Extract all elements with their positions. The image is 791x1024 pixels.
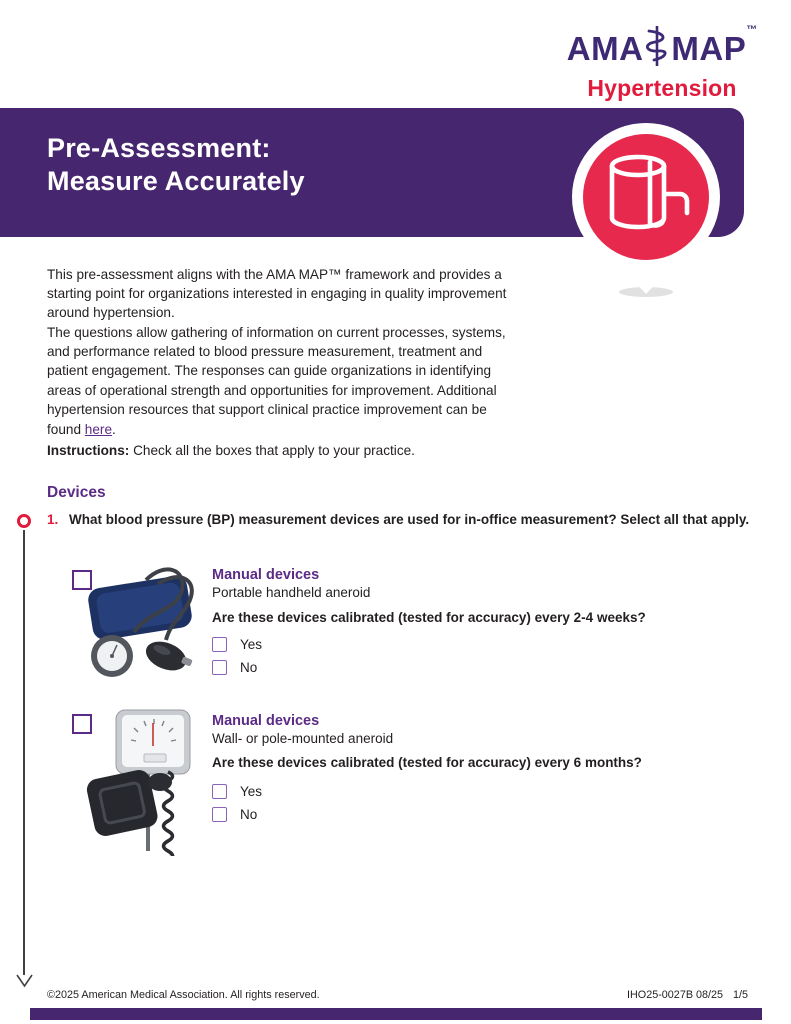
timeline-start-marker [17, 514, 31, 528]
instructions-text: Check all the boxes that apply to your practice. [129, 442, 415, 458]
wall-aneroid-image [86, 706, 204, 861]
caduceus-icon [645, 24, 669, 72]
device-2-yes-checkbox[interactable] [212, 784, 227, 799]
bp-cuff-pin-icon [570, 116, 722, 298]
device-2-calibration-question: Are these devices calibrated (tested for accuracy) every 6 months? [212, 755, 642, 770]
device-1-subtitle: Portable handheld aneroid [212, 585, 371, 600]
device-2-option-no [212, 806, 732, 822]
logo-subtitle: Hypertension [587, 75, 737, 101]
question-1-text: What blood pressure (BP) measurement devices are used for in-office measurement? Select all that apply. [69, 512, 750, 527]
logo-map-text: MAP [671, 29, 747, 67]
instructions-label: Instructions: [47, 442, 130, 458]
device-1-no-checkbox[interactable] [212, 660, 227, 675]
device-1-yes-checkbox[interactable] [212, 637, 227, 652]
device-1-title: Manual devices [212, 567, 320, 583]
device-1-option-yes [212, 636, 732, 652]
ama-map-logo [563, 24, 761, 102]
down-arrow-icon [16, 974, 33, 993]
device-2-title: Manual devices [212, 713, 320, 729]
logo-trademark: ™ [746, 24, 758, 36]
page-title [47, 132, 305, 198]
device-1-option-no [212, 659, 732, 675]
intro-paragraph-2-text: The questions allow gathering of information on current processes, systems, and performance related to blood pressure measurement, treatment and patient engagement. The responses can guide organizations in identifying areas of operational strength and opportunities for improvement. Additional hypertension resources that support clinical practice improvement can be found [47, 324, 506, 437]
device-2-no-label: No [240, 806, 258, 822]
here-link[interactable]: here [84, 421, 113, 437]
page-title-line2: Measure Accurately [47, 166, 305, 196]
page-number: 1/5 [733, 989, 749, 1001]
device-2-option-yes [212, 783, 732, 799]
device-2-no-checkbox[interactable] [212, 807, 227, 822]
intro-paragraph-2 [47, 323, 507, 439]
device-2-yes-label: Yes [240, 783, 263, 799]
document-id: IHO25-0027B 08/25 [627, 989, 724, 1001]
footer-bar [30, 1008, 762, 1020]
device-1-no-label: No [240, 659, 258, 675]
timeline-line [23, 530, 25, 975]
device-1-yes-label: Yes [240, 636, 263, 652]
device-1-text [212, 566, 732, 675]
copyright-text: ©2025 American Medical Association. All rights reserved. [47, 989, 320, 1001]
device-2-subtitle: Wall- or pole-mounted aneroid [212, 731, 394, 746]
intro-paragraph-1: This pre-assessment aligns with the AMA MAP™ framework and provides a starting point for organizations interested in engaging in quality improvement around hypertension. [47, 266, 507, 321]
device-1-calibration-question: Are these devices calibrated (tested for accuracy) every 2-4 weeks? [212, 610, 646, 625]
question-1-number: 1. [47, 512, 59, 527]
device-2-text [212, 712, 732, 822]
instructions-line [47, 441, 507, 460]
devices-section-heading: Devices [47, 484, 106, 501]
logo-ama-text: AMA [566, 29, 644, 67]
question-1 [47, 512, 767, 527]
page-title-line1: Pre-Assessment: [47, 133, 271, 163]
portable-aneroid-image [84, 560, 214, 687]
intro-paragraph-2-period: . [112, 421, 116, 437]
